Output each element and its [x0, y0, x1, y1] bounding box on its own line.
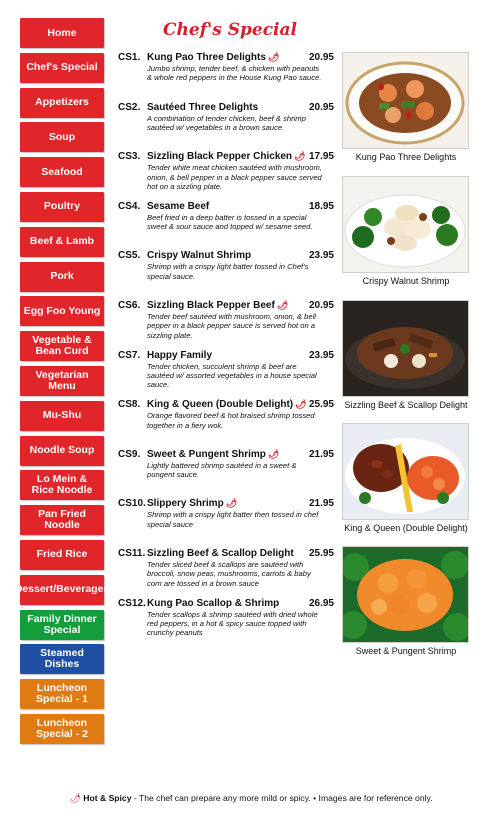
item-price: 18.95: [308, 200, 334, 212]
sidebar-item-lo-mein-rice-noodle[interactable]: Lo Mein & Rice Noodle: [20, 470, 104, 500]
sidebar-nav: [14, 18, 110, 749]
sidebar-item-home[interactable]: Home: [20, 18, 104, 48]
item-name-text: Sizzling Black Pepper Beef: [147, 299, 275, 311]
sidebar-item-mu-shu[interactable]: Mu-Shu: [20, 401, 104, 431]
item-description: Tender beef sautéed with mushroom, onion, & bell pepper in a black pepper sauce is served hot on a sizzling plate.: [147, 311, 316, 340]
menu-item: [118, 151, 338, 199]
chili-pepper-icon: 🌶︎: [295, 399, 307, 410]
item-name: [147, 449, 279, 460]
photo-caption: Sweet & Pungent Shrimp: [355, 646, 457, 656]
item-description: Tender white meat chicken sautéed with mushroom, onion, & bell pepper in a black pepper sauce served hot on a sizzling plate.: [147, 163, 322, 191]
item-name-text: Happy Family: [147, 349, 213, 361]
item-price: 20.95: [308, 101, 334, 113]
item-name: [147, 350, 212, 361]
footer-text: - The chef can prepare any more mild or spicy. • Images are for reference only.: [131, 793, 433, 803]
item-name: [147, 201, 209, 212]
chili-pepper-icon: 🌶︎: [267, 52, 280, 62]
sidebar-item-beef-lamb[interactable]: Beef & Lamb: [20, 227, 104, 257]
item-name-text: Kung Pao Three Delights: [147, 52, 266, 63]
item-code: CS11.: [118, 547, 146, 559]
item-price: 26.95: [308, 597, 334, 609]
item-name-text: Sizzling Black Pepper Chicken: [147, 151, 293, 163]
menu-item: [118, 498, 338, 546]
hot-spicy-label: Hot & Spicy: [83, 793, 132, 803]
item-price: 21.95: [308, 498, 334, 510]
item-code: CS2.: [118, 101, 141, 113]
item-description: Shrimp with a crispy light batter then tossed in chef special sauce: [147, 510, 319, 529]
photo-caption: King & Queen (Double Delight): [344, 523, 468, 533]
menu-item: [118, 250, 338, 298]
item-price: 21.95: [308, 448, 334, 460]
item-description: Beef fried in a deep batter is tossed in a special sweet & sour sauce and topped w/ sesame seed.: [147, 212, 313, 232]
item-code: CS6.: [118, 299, 141, 311]
sidebar-item-pan-fried-noodle[interactable]: Pan Fried Noodle: [20, 505, 104, 535]
photo-caption: Kung Pao Three Delights: [355, 152, 457, 162]
sidebar-item-family-dinner-special[interactable]: Family Dinner Special: [20, 610, 104, 640]
sidebar-item-chef-s-special[interactable]: Chef's Special: [20, 53, 104, 83]
item-description: Lightly battered shrimp sautéed in a sweet & pungent sauce.: [147, 460, 297, 480]
sidebar-item-vegetable-bean-curd[interactable]: Vegetable & Bean Curd: [20, 331, 104, 361]
sidebar-item-dessert-beverages[interactable]: Dessert/Beverages: [20, 575, 104, 605]
item-price: 25.95: [308, 547, 334, 559]
chili-pepper-icon: 🌶︎: [294, 151, 306, 162]
sidebar-item-egg-foo-young[interactable]: Egg Foo Young: [20, 296, 104, 326]
item-name: [147, 250, 251, 261]
item-price: 25.95: [308, 399, 334, 411]
dish-image: [342, 546, 469, 643]
menu-item: [118, 52, 338, 100]
photo-caption: Sizzling Beef & Scallop Delight: [344, 400, 468, 410]
item-code: CS8.: [118, 399, 141, 411]
item-description: Shrimp with a crispy light batter tossed in Chef's special sauce.: [147, 262, 309, 281]
photo-king-and-queen: [342, 423, 470, 533]
footer-note: [0, 793, 500, 804]
menu-item: [118, 548, 338, 596]
item-code: CS7.: [118, 349, 141, 361]
menu-item: [118, 449, 338, 497]
item-description: Orange flavored beef & hot braised shrimp tossed together in a fiery wok.: [147, 411, 315, 430]
item-price: 20.95: [308, 52, 334, 63]
sidebar-item-fried-rice[interactable]: Fried Rice: [20, 540, 104, 570]
item-name: [147, 498, 237, 509]
item-name-text: Sizzling Beef & Scallop Delight: [147, 547, 294, 559]
item-price: 23.95: [308, 250, 334, 262]
item-name-text: Crispy Walnut Shrimp: [147, 250, 252, 262]
dish-image: [342, 423, 469, 520]
menu-item: [118, 201, 338, 249]
chili-pepper-icon: 🌶︎: [276, 299, 289, 310]
photo-kung-pao-three-delights: [342, 52, 470, 162]
item-price: 17.95: [308, 151, 334, 163]
item-name: [147, 300, 288, 311]
item-description: A combination of tender chicken, beef & shrimp sautéed w/ vegetables in a brown sauce.: [147, 113, 306, 132]
sidebar-item-poultry[interactable]: Poultry: [20, 192, 104, 222]
item-name: [147, 598, 279, 609]
sidebar-item-appetizers[interactable]: Appetizers: [20, 88, 104, 118]
item-code: CS5.: [118, 250, 141, 262]
item-name-text: Slippery Shrimp: [147, 498, 224, 510]
sidebar-item-luncheon-special-2[interactable]: Luncheon Special - 2: [20, 714, 104, 744]
item-name-text: Kung Pao Scallop & Shrimp: [147, 597, 280, 609]
photo-sizzling-beef-scallop: [342, 300, 470, 410]
item-name-text: Sweet & Pungent Shrimp: [147, 448, 266, 460]
dish-image: [342, 176, 469, 273]
menu-item: [118, 399, 338, 447]
menu-list: [118, 52, 338, 647]
item-code: CS3.: [118, 151, 141, 163]
item-description: Tender scallops & shrimp sautéed with dried whole red peppers, in a hot & spicy sauce topped with crunchy peanuts: [147, 609, 318, 638]
sidebar-item-noodle-soup[interactable]: Noodle Soup: [20, 436, 104, 466]
sidebar-item-vegetarian-menu[interactable]: Vegetarian Menu: [20, 366, 104, 396]
item-description: Jumbo shrimp, tender beef, & chicken with peanuts & whole red peppers in the House Kung Pao sauce.: [147, 64, 322, 83]
item-code: CS10.: [118, 498, 146, 510]
sidebar-item-seafood[interactable]: Seafood: [20, 157, 104, 187]
photo-sweet-pungent-shrimp: [342, 546, 470, 656]
sidebar-item-pork[interactable]: Pork: [20, 262, 104, 292]
item-description: Tender chicken, succulent shrimp & beef are sautéed w/ assorted vegetables in a house special sauce.: [147, 361, 317, 390]
chili-pepper-icon: 🌶︎: [267, 448, 280, 459]
dish-image: [342, 52, 469, 149]
item-name-text: Sesame Beef: [147, 200, 210, 212]
item-name: [147, 399, 307, 410]
menu-item: [118, 350, 338, 398]
item-code: CS4.: [118, 200, 141, 212]
item-code: CS12.: [118, 597, 146, 609]
item-name: [147, 151, 305, 162]
item-price: 23.95: [308, 349, 334, 361]
menu-item: [118, 300, 338, 348]
item-code: CS1.: [118, 52, 141, 63]
sidebar-item-steamed-dishes[interactable]: Steamed Dishes: [20, 644, 104, 674]
menu-item: [118, 102, 338, 150]
item-name: [147, 52, 279, 63]
chili-pepper-icon: 🌶︎: [69, 793, 81, 803]
item-name: [147, 102, 258, 113]
chili-pepper-icon: 🌶︎: [225, 498, 238, 509]
menu-item: [118, 598, 338, 646]
sidebar-item-luncheon-special-1[interactable]: Luncheon Special - 1: [20, 679, 104, 709]
item-description: Tender sliced beef & scallops are sautéed with broccoli, snow peas, mushrooms, carrots & baby corn are tossed in a brown sauce: [147, 559, 311, 588]
item-name-text: King & Queen (Double Delight): [147, 399, 294, 411]
photo-crispy-walnut-shrimp: [342, 176, 470, 286]
page-title: Chef's Special: [163, 20, 297, 40]
sidebar-item-soup[interactable]: Soup: [20, 122, 104, 152]
item-price: 20.95: [308, 299, 334, 311]
item-code: CS9.: [118, 448, 141, 460]
item-name-text: Sautéed Three Delights: [147, 101, 259, 113]
item-name: [147, 548, 294, 559]
dish-image: [342, 300, 469, 397]
photo-caption: Crispy Walnut Shrimp: [362, 276, 450, 286]
